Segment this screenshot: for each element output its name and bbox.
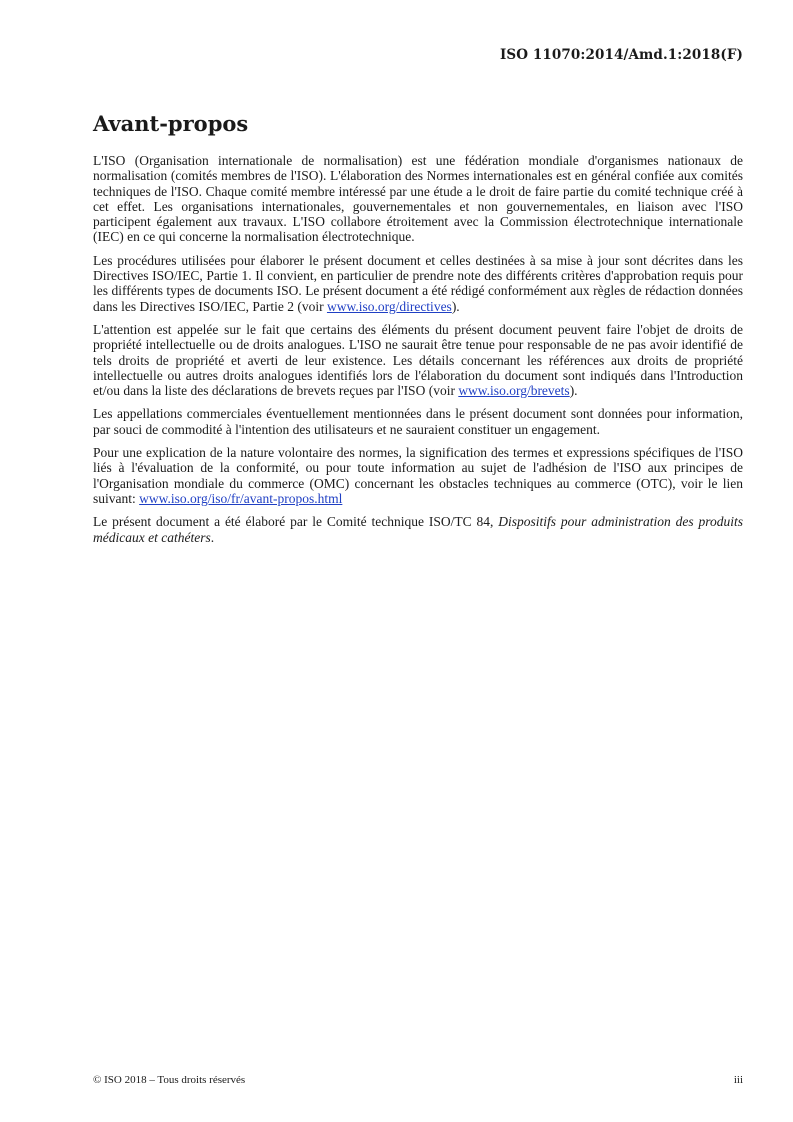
foreword-link[interactable]: www.iso.org/iso/fr/avant-propos.html — [139, 490, 343, 506]
paragraph-patent-rights-text: L'attention est appelée sur le fait que certains des éléments du présent document peuvent faire l'objet de droits de propriété intellectuelle ou de droits analogues. L'ISO ne saurait être tenue pour responsable de ne pas avoir identifié de tels droits de propriété et averti de leur existence. Les détails concernant les références aux droits de propriété intellectuelle ou autres droits analogues identifiés lors de l'élaboration du document sont indiqués dans l'Introduction et/ou dans la liste des déclarations de brevets reçues par l'ISO (voir — [93, 321, 743, 399]
paragraph-iso-organisation: L'ISO (Organisation internationale de normalisation) est une fédération mondiale d'organismes nationaux de normalisation (comités membres de l'ISO). L'élaboration des Normes internationales est en général confiée aux comités techniques de l'ISO. Chaque comité membre intéressé par une étude a le droit de faire partie du comité technique créé à cet effet. Les organisations internationales, gouvernementales et non gouvernementales, en liaison avec l'ISO participent également aux travaux. L'ISO collabore étroitement avec la Commission électrotechnique internationale (IEC) en ce qui concerne la normalisation électrotechnique. — [93, 153, 743, 245]
document-identifier: ISO 11070:2014/Amd.1:2018(F) — [500, 47, 743, 63]
foreword-body — [93, 153, 743, 553]
paragraph-voluntary-nature — [93, 445, 743, 506]
page-title: Avant-propos — [93, 111, 249, 136]
committee-title: Dispositifs pour administration des produits médicaux et cathéters — [93, 514, 743, 545]
paragraph-patent-rights — [93, 322, 743, 398]
footer-copyright: © ISO 2018 – Tous droits réservés — [93, 1074, 246, 1086]
paragraph-committee-text: Le présent document a été élaboré par le Comité technique ISO/TC 84, — [93, 514, 499, 530]
paragraph-trade-names: Les appellations commerciales éventuellement mentionnées dans le présent document sont données pour information, par souci de commodité à l'intention des utilisateurs et ne sauraient constituer un engagement. — [93, 406, 743, 437]
footer-page-number: iii — [733, 1074, 743, 1086]
paragraph-procedures-end: ). — [451, 298, 460, 314]
patents-link[interactable]: www.iso.org/brevets — [458, 383, 570, 399]
paragraph-procedures-text: Les procédures utilisées pour élaborer le présent document et celles destinées à sa mise à jour sont décrites dans les Directives ISO/IEC, Partie 1. Il convient, en particulier de prendre note des différents critères d'approbation requis pour les différents types de documents ISO. Le présent document a été rédigé conformément aux règles de rédaction données dans les Directives ISO/IEC, Partie 2 (voir — [93, 252, 743, 314]
directives-link[interactable]: www.iso.org/directives — [326, 298, 452, 314]
paragraph-voluntary-nature-text: Pour une explication de la nature volontaire des normes, la signification des termes et expressions spécifiques de l'ISO liés à l'évaluation de la conformité, ou pour toute information au sujet de l'adhésion de l'ISO aux principes de l'Organisation mondiale du commerce (OMC) concernant les obstacles techniques au commerce (OTC), voir le lien suivant: — [93, 445, 743, 506]
paragraph-committee-end: . — [210, 529, 215, 545]
paragraph-procedures — [93, 253, 743, 314]
paragraph-patent-rights-end: ). — [569, 383, 578, 399]
paragraph-committee — [93, 514, 743, 545]
